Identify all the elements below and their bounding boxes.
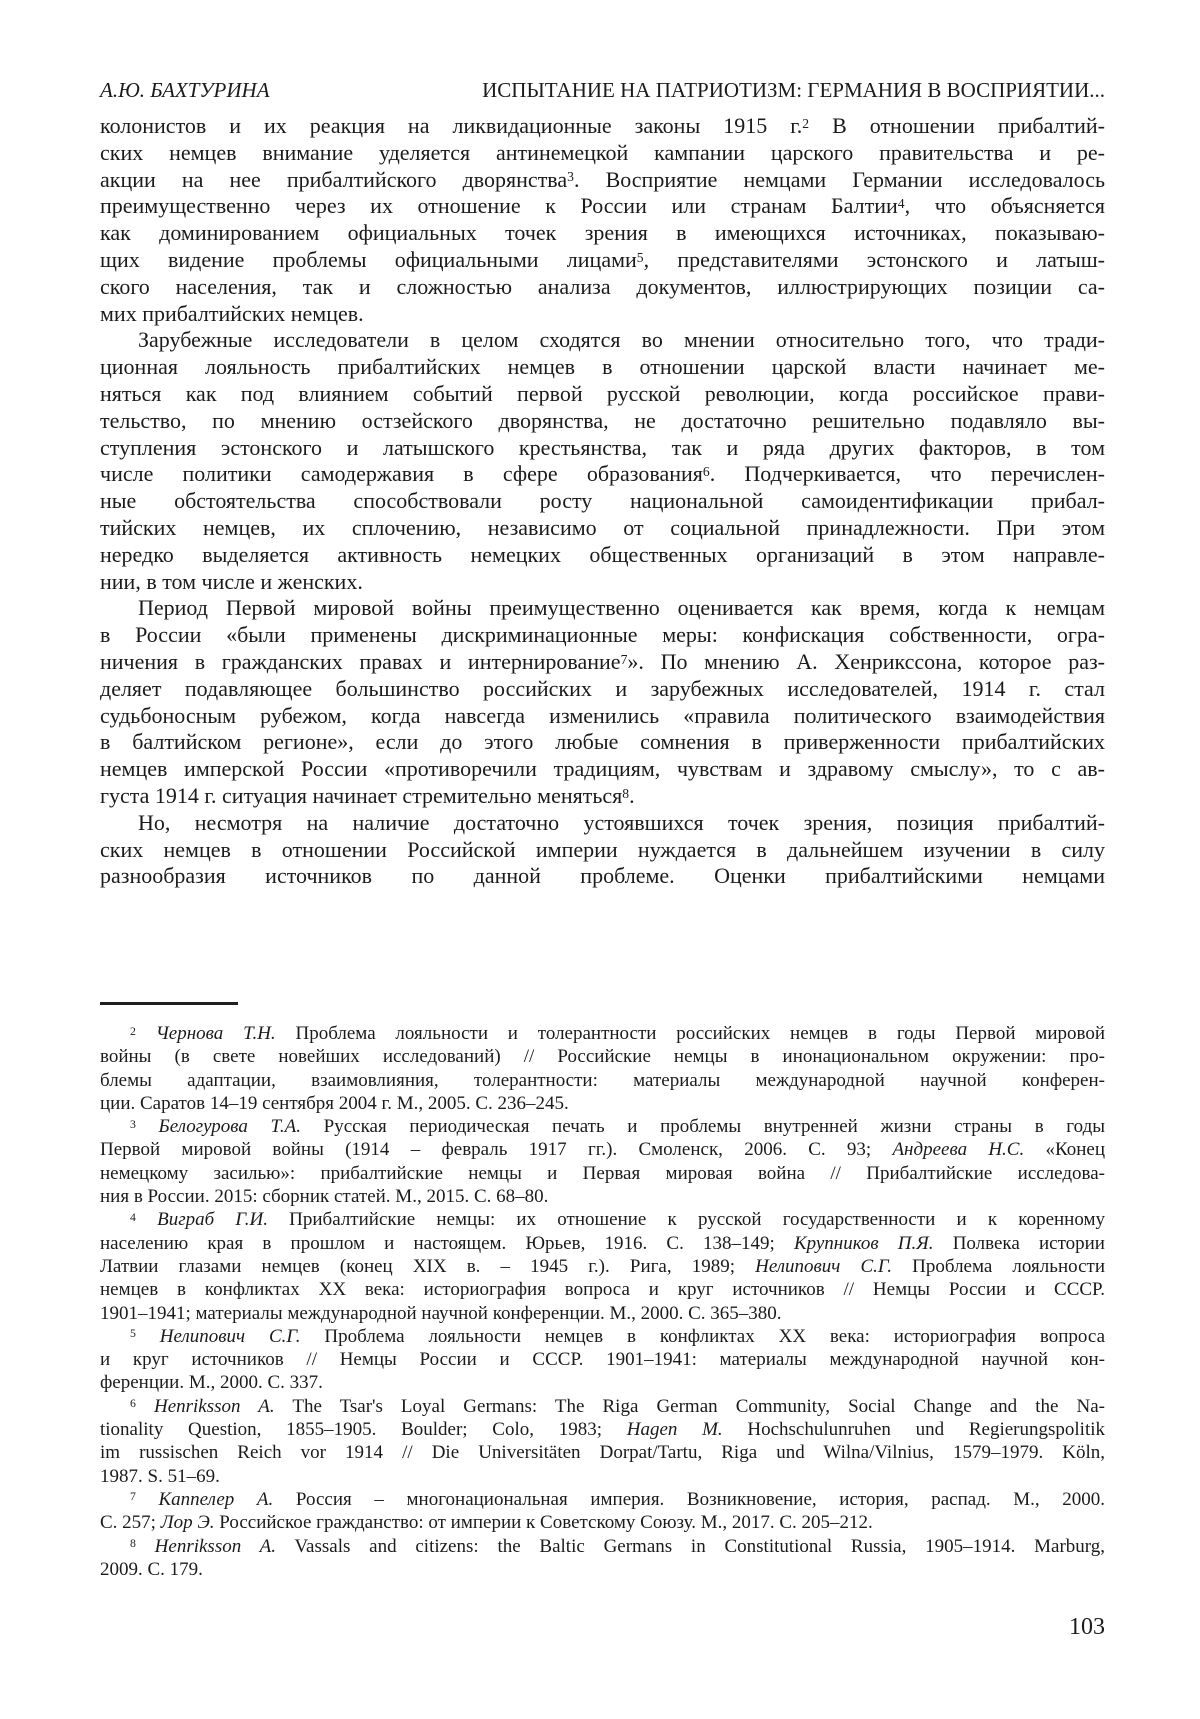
text-line: ные обстоятельства способствовали росту национальной самоидентификации прибал- (100, 488, 1105, 514)
text-line: преимущественно через их отношение к России или странам Балтии$^4$, что объясняется (100, 193, 1105, 219)
text-line: акции на нее прибалтийского дворянства$^3$. Восприятие немцами Германии исследовалось (100, 166, 1105, 192)
superscript-marker: 5 (130, 1327, 136, 1341)
text-line: $^5$ Нелипович С.Г. Проблема лояльности немцев в конфликтах XX века: историография вопроса (130, 1325, 1105, 1347)
text-line: ционная лояльность прибалтийских немцев в отношении царской власти начинает ме- (100, 354, 1105, 380)
text-line: 2009. С. 179. (100, 1558, 203, 1580)
text-line: $^6$ Henriksson A. The Tsar's Loyal Germans: The Riga German Community, Social Change and the Na- (130, 1395, 1105, 1417)
text-line: ференции. М., 2000. С. 337. (100, 1372, 323, 1394)
text-line: числе политики самодержавия в сфере образования$^6$. Подчеркивается, что перечислен- (100, 461, 1105, 487)
text-line: деляет подавляющее большинство российских и зарубежных исследователей, 1914 г. стал (100, 675, 1105, 701)
footnote (100, 1395, 1105, 1488)
text-line: tionality Question, 1855–1905. Boulder; Colo, 1983; Hagen M. Hochschulunruhen und Regierungspolitik (100, 1419, 1105, 1441)
author-name-italic: Каппелер А. (158, 1488, 274, 1510)
footnote (100, 1535, 1105, 1582)
text-line: блемы адаптации, взаимовлияния, толерантности: материалы международной научной конферен- (100, 1069, 1105, 1091)
text-line: колонистов и их реакция на ликвидационные законы 1915 г.$^2$ В отношении прибалтий- (100, 113, 1105, 138)
text-line: населению края в прошлом и настоящем. Юрьев, 1916. С. 138–149; Крупников П.Я. Полвека истории (100, 1232, 1105, 1254)
text-line: 1987. S. 51–69. (100, 1465, 220, 1487)
text-line: С. 257; Лор Э. Российское гражданство: от империи к Советскому Союзу. М., 2017. С. 205–212. (100, 1512, 873, 1534)
author-name-italic: Нелипович С.Г. (755, 1255, 893, 1277)
author-name-italic: Hagen M. (626, 1419, 723, 1441)
superscript-marker: 5 (636, 249, 644, 265)
text-line: ния в России. 2015: сборник статей. М., 2015. С. 68–80. (100, 1186, 549, 1208)
author-name-italic: Henriksson A. (154, 1535, 277, 1557)
superscript-marker: 4 (130, 1210, 136, 1224)
text-line: $^8$ Henriksson A. Vassals and citizens: the Baltic Germans in Constitutional Russia, 1905–1914. Marburg, (130, 1535, 1105, 1557)
author-name-italic: Белогурова Т.А. (158, 1116, 302, 1138)
text-line: ции. Саратов 14–19 сентября 2004 г. М., 2005. С. 236–245. (100, 1092, 569, 1114)
footnote (100, 1325, 1105, 1395)
superscript-marker: 2 (802, 115, 810, 131)
text-line: и круг источников // Немцы России и СССР. 1901–1941: материалы международной научной кон- (100, 1349, 1105, 1371)
text-line: ских немцев в отношении Российской империи нуждается в дальнейшем изучении в силу (100, 836, 1105, 862)
footnotes (100, 1022, 1105, 1581)
text-line: ского населения, так и сложностью анализа документов, иллюстрирующих позиции са- (100, 273, 1105, 299)
author-name-italic: Чернова Т.Н. (155, 1023, 276, 1044)
text-line: ских немцев внимание уделяется антинемецкой кампании царского правительства и ре- (100, 139, 1105, 165)
text-line: $^2$ Чернова Т.Н. Проблема лояльности и толерантности российских немцев в годы Первой мировой (130, 1023, 1105, 1044)
author-name-italic: Нелипович С.Г. (159, 1325, 301, 1347)
footnote (100, 1022, 1105, 1115)
body-paragraph (100, 595, 1105, 809)
text-line: ничения в гражданских правах и интернирование$^7$». По мнению А. Хенрикссона, которое раз- (100, 648, 1105, 674)
text-line: щих видение проблемы официальными лицами$^5$, представителями эстонского и латыш- (100, 246, 1105, 272)
running-head-title: ИСПЫТАНИЕ НА ПАТРИОТИЗМ: ГЕРМАНИЯ В ВОСПРИЯТИИ... (482, 78, 1105, 102)
author-name-italic: Андреева Н.С. (892, 1139, 1025, 1161)
footnote-separator (100, 1002, 238, 1005)
footnote (100, 1208, 1105, 1324)
text-line: в балтийском регионе», если до этого любые сомнения в приверженности прибалтийских (100, 729, 1105, 755)
body-paragraph (100, 327, 1105, 595)
text-line: тельство, по мнению остзейского дворянства, не достаточно решительно подавляло вы- (100, 407, 1105, 433)
author-name-italic: Лор Э. (160, 1512, 215, 1534)
text-line: $^7$ Каппелер А. Россия – многонациональная империя. Возникновение, история, распад. М., 2000. (130, 1488, 1105, 1510)
text-line: нередко выделяется активность немецких общественных организаций в этом направле- (100, 541, 1105, 567)
text-line: войны (в свете новейших исследований) // Российские немцы в инонациональном окружении: про- (100, 1046, 1105, 1068)
article-body (100, 113, 1105, 890)
footnote (100, 1488, 1105, 1535)
superscript-marker: 7 (620, 651, 628, 667)
text-line: немецкому засилью»: прибалтийские немцы и Первая мировая война // Прибалтийские исследова- (100, 1162, 1105, 1184)
text-line: $^4$ Виграб Г.И. Прибалтийские немцы: их отношение к русской государственности и к коренному (130, 1209, 1105, 1231)
text-line: в России «были применены дискриминационные меры: конфискация собственности, огра- (100, 622, 1105, 648)
text-line: нии, в том числе и женских. (100, 568, 363, 594)
text-line: густа 1914 г. ситуация начинает стремительно меняться$^8$. (100, 782, 635, 808)
text-line: $^3$ Белогурова Т.А. Русская периодическая печать и проблемы внутренней жизни страны в годы (130, 1116, 1105, 1138)
superscript-marker: 2 (130, 1024, 136, 1038)
text-line: im russischen Reich vor 1914 // Die Universitäten Dorpat/Tartu, Riga und Wilna/Vilnius, 1579–1979. Köln, (100, 1442, 1105, 1464)
text-line: как доминированием официальных точек зрения в имеющихся источниках, показываю- (100, 220, 1105, 246)
text-line: судьбоносным рубежом, когда навсегда изменились «правила политического взаимодействия (100, 702, 1105, 728)
superscript-marker: 8 (622, 785, 630, 801)
text-line: немцев имперской России «противоречили традициям, чувствам и здравому смыслу», то с ав- (100, 756, 1105, 782)
text-line: Латвии глазами немцев (конец XIX в. – 1945 г.). Рига, 1989; Нелипович С.Г. Проблема лояльности (100, 1255, 1105, 1277)
author-name-italic: Виграб Г.И. (157, 1209, 268, 1231)
superscript-marker: 6 (130, 1397, 136, 1411)
text-line: няться как под влиянием событий первой русской революции, когда российское прави- (100, 380, 1105, 406)
text-line: Первой мировой войны (1914 – февраль 1917 гг.). Смоленск, 2006. С. 93; Андреева Н.С. «Конец (100, 1139, 1105, 1161)
text-line: Но, несмотря на наличие достаточно устоявшихся точек зрения, позиция прибалтий- (138, 809, 1105, 835)
text-line: мих прибалтийских немцев. (100, 300, 364, 326)
text-line: ступления эстонского и латышского крестьянства, так и ряда других факторов, в том (100, 434, 1105, 460)
superscript-marker: 8 (130, 1537, 136, 1551)
author-name-italic: Henriksson A. (153, 1395, 275, 1417)
page-number: 103 (1069, 1614, 1105, 1640)
text-line: Период Первой мировой войны преимущественно оценивается как время, когда к немцам (138, 595, 1105, 621)
superscript-marker: 4 (897, 196, 905, 212)
body-paragraph (100, 113, 1105, 327)
text-line: 1901–1941; материалы международной научной конференции. М., 2000. С. 365–380. (100, 1302, 782, 1324)
text-line: тийских немцев, их сплочению, независимо от социальной принадлежности. При этом (100, 514, 1105, 540)
body-paragraph (100, 810, 1105, 890)
text-line: Зарубежные исследователи в целом сходятся во мнении относительно того, что тради- (138, 327, 1105, 353)
author-name-italic: Крупников П.Я. (793, 1232, 934, 1254)
text-line: разнообразия источников по данной проблеме. Оценки прибалтийскими немцами (100, 863, 1105, 889)
text-line: немцев в конфликтах XX века: историография вопроса и круг источников // Немцы России и СССР. (100, 1279, 1105, 1301)
superscript-marker: 6 (702, 464, 710, 480)
footnote (100, 1115, 1105, 1208)
page-header (100, 78, 1105, 103)
running-head-author: А.Ю. БАХТУРИНА (100, 78, 270, 102)
superscript-marker: 3 (130, 1117, 136, 1131)
superscript-marker: 3 (567, 169, 574, 185)
superscript-marker: 7 (130, 1490, 136, 1504)
